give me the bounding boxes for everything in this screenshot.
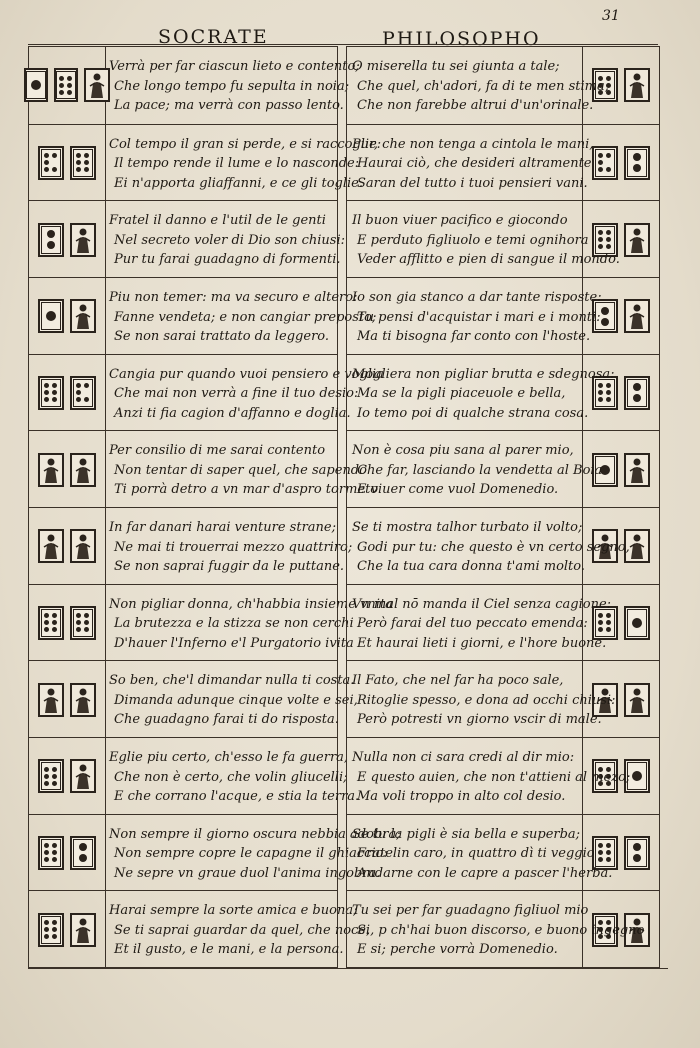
verse-line: Dimanda adunque cinque volte e sei, [114,692,358,708]
verse-line: Non sempre il giorno oscura nebbia adobra; [109,826,401,842]
die-six-icon [38,376,64,410]
figure-woodcut-icon [70,453,96,487]
dice-pair [29,585,106,662]
verse-row [29,584,393,662]
verse-line: Pur, che non tenga a cintola le mani, [352,136,594,152]
verse-row [347,737,659,815]
verse-row [29,124,382,202]
verse-line: Et il gusto, e le mani, e la persona. [114,942,344,958]
verse-line: Io temo poi di qualche strana cosa. [357,405,589,421]
verse-line: E si; perche vorrà Domenedio. [357,942,558,958]
die-five-icon [592,146,618,180]
verse-line: Ei n'apporta gliaffanni, e ce gli toglie. [114,175,363,191]
tercet [352,211,620,270]
tercet [352,441,602,500]
die-two-icon [624,146,650,180]
verse-row [29,737,360,815]
verse-line: E viuer come vuol Domenedio. [357,482,559,498]
page-number: 31 [602,8,620,24]
verse-line: Ritoglie spesso, e dona ad occhi chiusi: [357,692,616,708]
die-one-icon [24,68,48,102]
verse-line: Et haurai lieti i giorni, e l'hore buone. [357,635,607,651]
verse-row [347,814,659,892]
verse-row [347,47,659,124]
verse-line: Ne sepre vn graue duol l'anima ingobra. [114,865,381,881]
verse-line: Anzi ti fia cagion d'affanno e doglia. [114,405,351,421]
verse-line: Il tempo rende il lume e lo nasconde: [114,156,360,172]
tercet [109,57,360,116]
verse-line: Se tu la pigli è sia bella e superba; [352,826,581,842]
verse-row [347,507,659,585]
figure-woodcut-icon [70,223,96,257]
verse-line: Però farai del tuo peccato emenda: [357,616,588,632]
verse-row [29,507,353,585]
verse-row [347,277,659,355]
tercet [109,441,378,500]
verse-line: La brutezza e la stizza se non cerchi [114,616,354,632]
verse-row [29,890,371,968]
die-two-icon [38,223,64,257]
verse-line: Ma voli troppo in alto col desio. [357,789,566,804]
verse-line: Che quel, ch'adori, fa di te men stima, [357,78,609,94]
tercet [109,518,352,577]
tercet [109,748,359,807]
top-rule [28,44,658,45]
verse-line: Che la tua cara donna t'ami molto. [357,559,586,574]
verse-line: La pace; ma verrà con passo lento. [114,98,344,113]
left-column [28,46,401,968]
verse-line: Nel secreto voler di Dio son chiusi: [114,232,346,248]
tercet [109,365,384,424]
tercet [109,211,345,270]
figure-woodcut-icon [38,529,64,563]
figure-woodcut-icon [70,529,96,563]
dice-pair [29,201,106,278]
right-column [346,46,660,968]
dice-pair [29,278,106,355]
verse-line: E che corrano l'acque, e stia la terra. [114,789,360,804]
die-five-icon [70,376,96,410]
verse-line: Ti porrà detro a vn mar d'aspro tormeto [114,482,379,498]
tercet [352,901,644,960]
verse-row [29,277,377,355]
verse-line: So ben, che'l dimandar nulla ti costa. [109,673,355,689]
verse-line: Il buon viuer pacifico e giocondo [352,213,568,229]
verse-line: E questo auien, che non t'attieni al mezo; [357,769,631,785]
figure-woodcut-icon [624,453,650,487]
verse-line: Saran del tutto i tuoi pensieri vani. [357,175,588,191]
tercet [352,518,630,577]
verse-line: Fanne vendeta; e non cangiar preposto; [114,309,377,325]
verse-line: Ma se la pigli piaceuole e bella, [357,386,566,402]
figure-woodcut-icon [624,223,650,257]
verse-line: Si, p ch'hai buon discorso, e buono ingegno [357,922,645,938]
verse-line: O miserella tu sei giunta a tale; [352,59,560,74]
verse-line: Cangia pur quando vuoi pensiero e voglia [109,366,384,382]
verse-line: Fratelin caro, in quattro dì ti veggio [357,846,595,862]
dice-pair [29,355,106,432]
tercet [352,57,609,116]
verse-line: Non è cosa piu sana al parer mio, [352,443,574,459]
verse-line: Che far, lasciando la vendetta al Boia [357,462,603,478]
verse-line: Non sempre copre le capagne il ghiaccio: [114,846,388,862]
figure-woodcut-icon [38,683,64,717]
dice-pair [29,125,106,202]
verse-line: Haurai ciò, che desideri altramente [357,156,592,172]
figure-woodcut-icon [624,299,650,333]
die-six-icon [38,836,64,870]
verse-line: Che guadagno farai ti do risposta. [114,712,339,728]
verse-row [347,354,659,432]
verse-row [29,430,379,508]
verse-row [347,124,659,202]
dice-pair [582,125,659,202]
verse-line: Ma ti bisogna far conto con l'hoste. [357,329,591,344]
die-two-icon [624,376,650,410]
die-one-icon [624,606,650,640]
die-six-icon [70,146,96,180]
die-six-icon [70,606,96,640]
verse-row [29,814,401,892]
verse-line: D'hauer l'Inferno e'l Purgatorio ivita [114,635,354,651]
verse-row [29,200,346,278]
verse-line: E perduto figliuolo e temi ognihora [357,232,589,248]
figure-woodcut-icon [84,68,110,102]
die-five-icon [38,146,64,180]
die-six-icon [38,759,64,793]
verse-line: Che non è certo, che volin gliucelli; [114,769,348,785]
verse-row [347,890,659,968]
die-six-icon [38,606,64,640]
verse-line: Tu pensi d'acquistar i mari e i monti: [357,309,601,325]
die-two-icon [70,836,96,870]
verse-line: Eglie piu certo, ch'esso le fa guerra, [109,750,349,765]
verse-line: Verrà per far ciascun lieto e contento; [109,59,360,74]
verse-row [29,660,358,738]
verse-line: Nulla non ci sara credi al dir mio: [352,750,575,765]
figure-woodcut-icon [70,299,96,333]
verse-line: Col tempo il gran si perde, e si raccoglie: [109,136,382,152]
verse-line: Che longo tempo fu sepulta in noia; [114,78,350,94]
verse-line: Non pigliar donna, ch'habbia insieme vnita [109,596,393,612]
tercet [109,671,358,730]
verse-line: Vn mal nō manda il Ciel senza cagione: [352,596,612,612]
die-two-icon [624,836,650,870]
verse-line: Se non saprai fuggir da le puttane. [114,559,345,574]
tercet [352,825,612,884]
die-one-icon [38,299,64,333]
verse-line: Veder afflitto e pien di sangue il mondo. [357,252,620,268]
figure-woodcut-icon [38,453,64,487]
verse-row [347,430,659,508]
tercet [352,748,630,807]
figure-woodcut-icon [624,683,650,717]
verse-line: Pur tu farai guadagno di formenti. [114,252,341,268]
dice-pair [29,47,106,124]
tercet [352,595,611,654]
tercet [352,365,615,424]
verse-line: Andarne con le capre a pascer l'herba. [357,865,613,881]
verse-line: Però potresti vn giorno vscir di male. [357,712,602,728]
verse-row [347,584,659,662]
tercet [109,288,376,347]
bottom-rule [28,968,668,969]
verse-line: Mogliera non pigliar brutta e sdegnosa: [352,366,615,382]
tercet [109,901,370,960]
verse-line: Il Fato, che nel far ha poco sale, [352,673,564,689]
verse-line: Io son gia stanco a dar tante risposte: [352,290,602,305]
verse-line: Che non farebbe altrui d'un'orinale. [357,98,594,113]
verse-line: Godi pur tu: che questo è vn certo segno, [357,539,630,555]
verse-line: Non tentar di saper quel, che sapendo [114,462,367,478]
dice-pair [29,661,106,738]
dice-pair [29,815,106,892]
die-six-icon [38,913,64,947]
verse-line: Per consilio di me sarai contento [109,443,326,459]
verse-row [29,47,360,124]
die-six-icon [54,68,78,102]
verse-line: Se ti mostra talhor turbato il volto; [352,520,583,535]
verse-line: Se non sarai trattato da leggero. [114,329,330,344]
header-right-title: PHILOSOPHO [382,28,541,50]
verse-line: Piu non temer: ma va securo e altero: [109,290,358,305]
dice-pair [29,891,106,968]
figure-woodcut-icon [70,683,96,717]
header-left-title: SOCRATE [158,26,269,48]
tercet [352,288,602,347]
verse-line: In far danari harai venture strane; [109,520,336,535]
verse-line: Ne mai ti trouerrai mezzo quattriro; [114,539,353,555]
verse-row [29,354,384,432]
verse-line: Harai sempre la sorte amica e buona; [109,903,358,919]
tercet [352,135,593,194]
dice-pair [29,508,106,585]
figure-woodcut-icon [624,68,650,102]
verse-line: Fratel il danno e l'util de le genti [109,213,326,229]
verse-row [347,200,659,278]
dice-pair [29,738,106,815]
figure-woodcut-icon [70,759,96,793]
verse-row [347,660,659,738]
tercet [352,671,615,730]
figure-woodcut-icon [70,913,96,947]
verse-line: Tu sei per far guadagno figliuol mio [352,903,589,919]
verse-line: Che mai non verrà a fine il tuo desio: [114,386,359,402]
tercet [109,135,381,194]
dice-pair [29,431,106,508]
verse-line: Se ti saprai guardar da quel, che noce, [114,922,371,938]
